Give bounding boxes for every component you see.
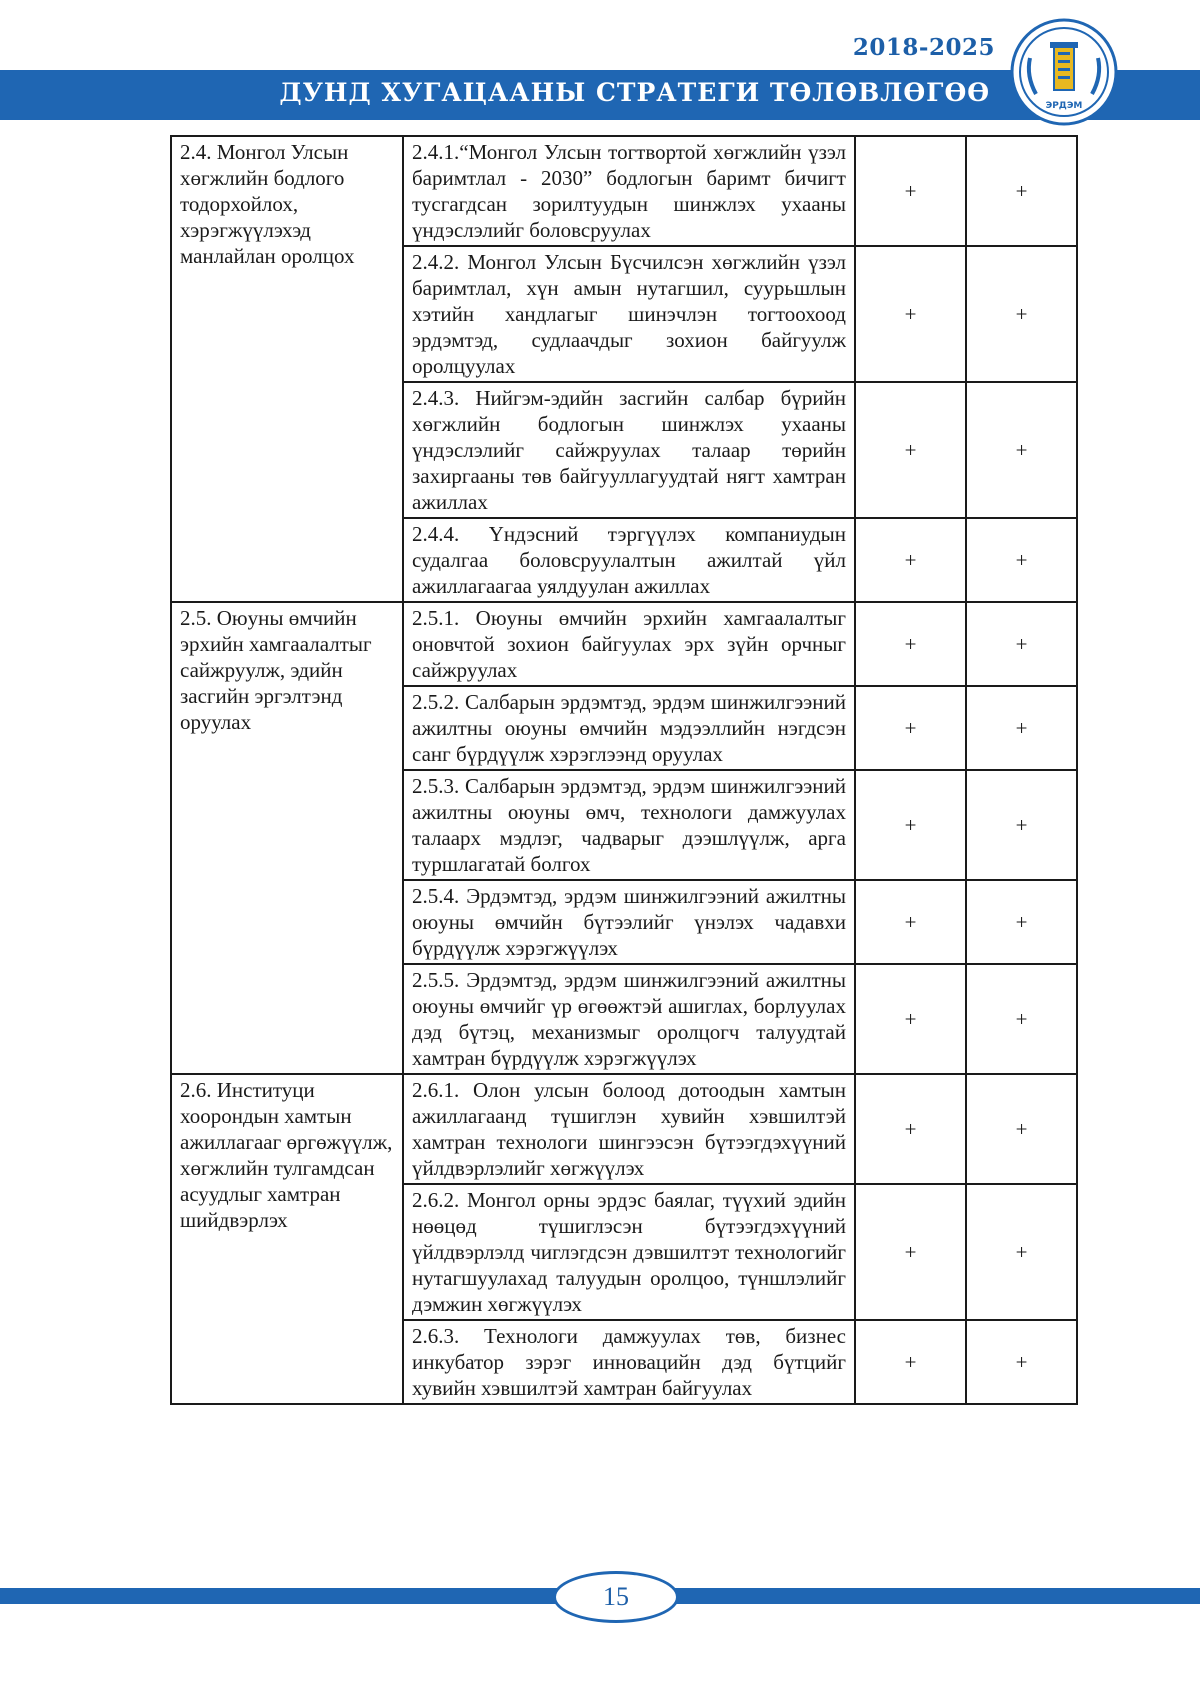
header-years: 2018-2025 [852, 34, 995, 61]
mark2-cell: + [966, 686, 1077, 770]
mark1-cell: + [855, 518, 966, 602]
mark1-cell: + [855, 964, 966, 1074]
action-cell: 2.4.4. Үндэсний тэргүүлэх компаниудын судалгаа боловсруулалтын ажилтай үйл ажиллагаагаа уялдуулан ажиллах [403, 518, 855, 602]
mark1-cell: + [855, 382, 966, 518]
mark1-cell: + [855, 246, 966, 382]
mark1-cell: + [855, 136, 966, 246]
mark1-cell: + [855, 1184, 966, 1320]
mark1-cell: + [855, 1320, 966, 1404]
table-row [171, 136, 1077, 246]
mark1-cell: + [855, 1074, 966, 1184]
action-cell: 2.4.2. Монгол Улсын Бүсчилсэн хөгжлийн үзэл баримтлал, хүн амын нутагшил, суурьшлын хэтийн хандлагыг шинэчлэн тогтоохоод эрдэмтэд, судлаачдыг зохион байгуулж оролцуулах [403, 246, 855, 382]
mark1-cell: + [855, 770, 966, 880]
mark1-cell: + [855, 880, 966, 964]
page-number: 15 [553, 1571, 679, 1623]
mark2-cell: + [966, 382, 1077, 518]
table-row [171, 1074, 1077, 1184]
strategy-table [170, 135, 1078, 1405]
mark2-cell: + [966, 518, 1077, 602]
mark2-cell: + [966, 964, 1077, 1074]
goal-cell: 2.6. Институци хоорондын хамтын ажиллагааг өргөжүүлж, хөгжлийн тулгамдсан асуудлыг хамтран шийдвэрлэх [171, 1074, 403, 1404]
mark2-cell: + [966, 1320, 1077, 1404]
action-cell: 2.5.3. Салбарын эрдэмтэд, эрдэм шинжилгээний ажилтны оюуны өмч, технологи дамжуулах талаарх мэдлэг, чадварыг дээшлүүлж, арга туршлагатай болгох [403, 770, 855, 880]
goal-cell: 2.4. Монгол Улсын хөгжлийн бодлого тодорхойлох, хэрэгжүүлэхэд манлайлан оролцох [171, 136, 403, 602]
action-cell: 2.5.2. Салбарын эрдэмтэд, эрдэм шинжилгээний ажилтны оюуны өмчийн мэдээллийн нэгдсэн санг бүрдүүлж хэрэглээнд оруулах [403, 686, 855, 770]
action-cell: 2.6.1. Олон улсын болоод дотоодын хамтын ажиллагаанд түшиглэн хувийн хэвшилтэй хамтран технологи шингээсэн бүтээгдэхүүний үйлдвэрлэлийг хөгжүүлэх [403, 1074, 855, 1184]
action-cell: 2.6.2. Монгол орны эрдэс баялаг, түүхий эдийн нөөцөд түшиглэсэн бүтээгдэхүүний үйлдвэрлэлд чиглэгдсэн дэвшилтэт технологийг нутагшуулахад талуудын оролцоо, түншлэлийг дэмжин хөгжүүлэх [403, 1184, 855, 1320]
action-cell: 2.4.3. Нийгэм-эдийн засгийн салбар бүрийн хөгжлийн бодлогын шинжлэх ухааны үндэслэлийг сайжруулах талаар төрийн захиргааны төв байгууллагуудтай нягт хамтран ажиллах [403, 382, 855, 518]
action-cell: 2.5.4. Эрдэмтэд, эрдэм шинжилгээний ажилтны оюуны өмчийн бүтээлийг үнэлэх чадавхи бүрдүүлж хэрэгжүүлэх [403, 880, 855, 964]
action-cell: 2.5.1. Оюуны өмчийн эрхийн хамгаалалтыг оновчтой зохион байгуулах эрх зүйн орчныг сайжруулах [403, 602, 855, 686]
academy-logo [1010, 18, 1118, 126]
page-title: ДУНД ХУГАЦААНЫ СТРАТЕГИ ТӨЛӨВЛӨГӨӨ [279, 78, 990, 107]
mark1-cell: + [855, 686, 966, 770]
mark2-cell: + [966, 246, 1077, 382]
mark2-cell: + [966, 136, 1077, 246]
table-row [171, 602, 1077, 686]
mark2-cell: + [966, 880, 1077, 964]
mark2-cell: + [966, 1074, 1077, 1184]
logo-text: ЭРДЭМ [1045, 101, 1083, 111]
mark2-cell: + [966, 770, 1077, 880]
mark2-cell: + [966, 602, 1077, 686]
mark1-cell: + [855, 602, 966, 686]
goal-cell: 2.5. Оюуны өмчийн эрхийн хамгаалалтыг сайжруулж, эдийн засгийн эргэлтэнд оруулах [171, 602, 403, 1074]
mark2-cell: + [966, 1184, 1077, 1320]
action-cell: 2.6.3. Технологи дамжуулах төв, бизнес инкубатор зэрэг инновацийн дэд бүтцийг хувийн хэвшилтэй хамтран байгуулах [403, 1320, 855, 1404]
action-cell: 2.4.1.“Монгол Улсын тогтвортой хөгжлийн үзэл баримтлал - 2030” бодлогын баримт бичигт тусгагдсан зорилтуудын шинжлэх ухааны үндэслэлийг боловсруулах [403, 136, 855, 246]
action-cell: 2.5.5. Эрдэмтэд, эрдэм шинжилгээний ажилтны оюуны өмчийг үр өгөөжтэй ашиглах, борлуулах дэд бүтэц, механизмыг оролцогч талуудтай хамтран бүрдүүлж хэрэгжүүлэх [403, 964, 855, 1074]
